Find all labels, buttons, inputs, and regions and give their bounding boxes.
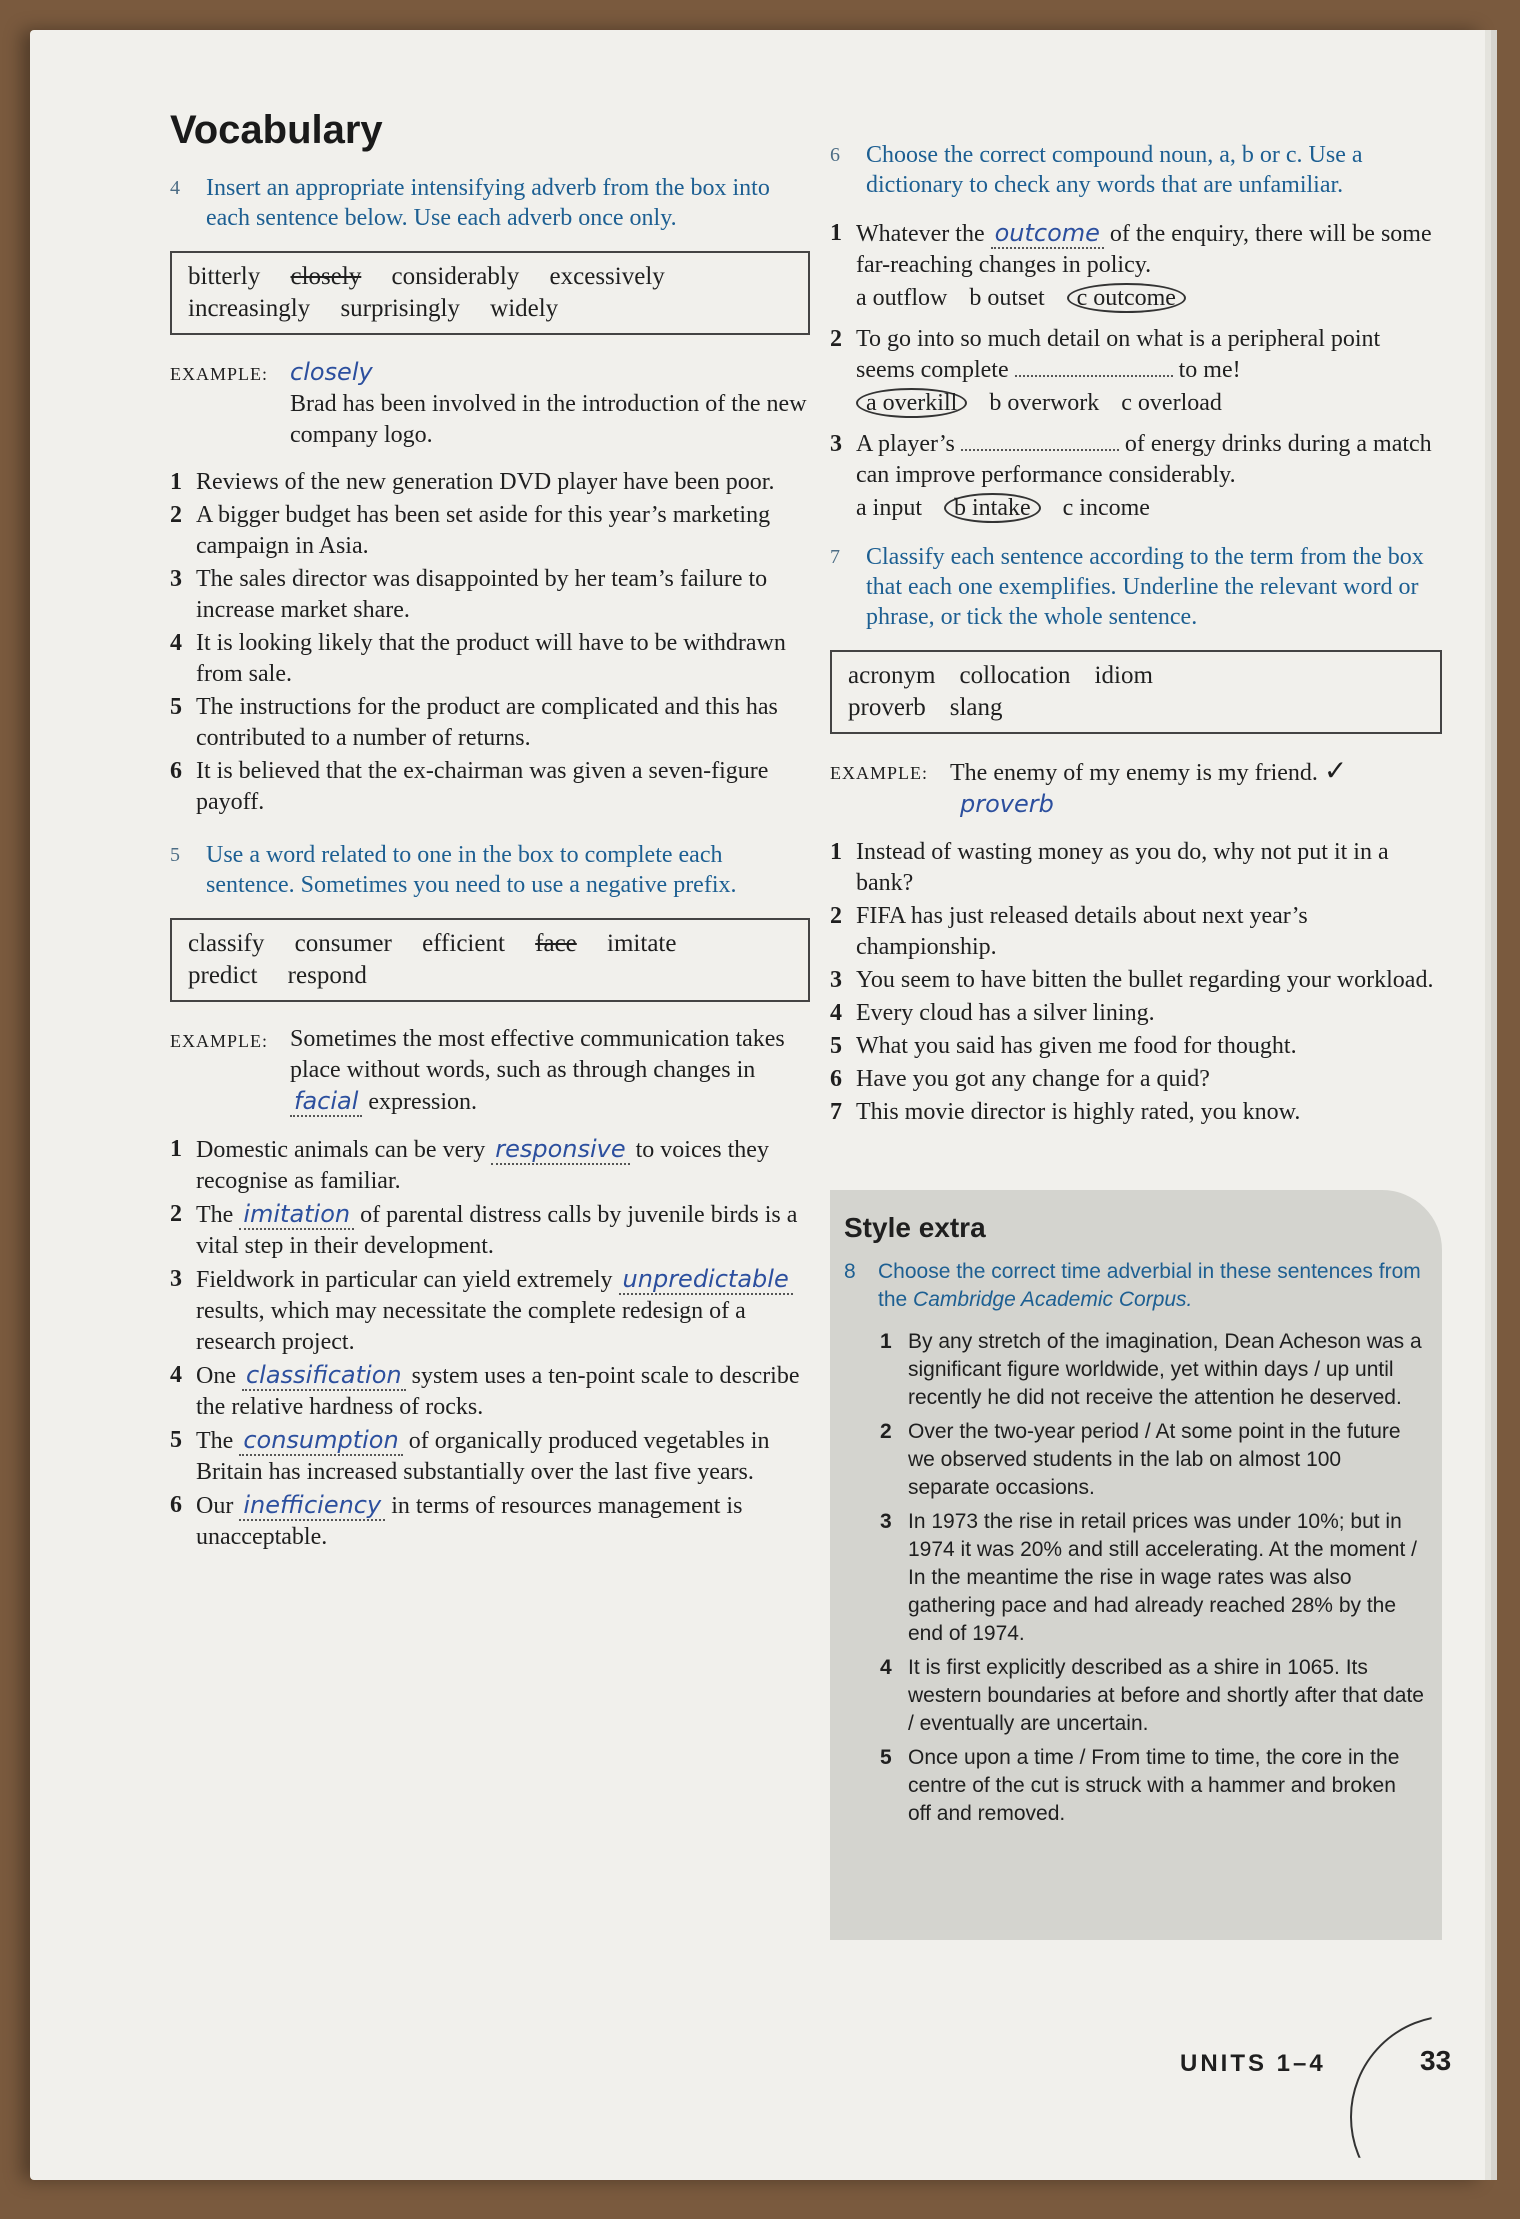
handwritten-answer: consumption — [239, 1426, 402, 1456]
box-word: consumer — [294, 930, 392, 957]
handwritten-answer: facial — [290, 1087, 362, 1117]
list-item: 1 Reviews of the new generation DVD player have been poor. — [170, 469, 775, 495]
list-item: 6 Our inefficiency in terms of resources management is unacceptable. — [170, 1491, 743, 1550]
handwritten-answer: closely — [290, 358, 373, 386]
style-extra-panel — [830, 1190, 1442, 1940]
exercise-4-example: EXAMPLE: closely Brad has been involved in the introduction of the new company logo. — [170, 358, 807, 448]
list-item: 5 Once upon a time / From time to time, the core in the centre of the cut is struck with a hammer and broken off and removed. — [880, 1746, 1400, 1825]
handwritten-answer: imitation — [239, 1200, 354, 1230]
box-word-crossed: face — [535, 930, 577, 957]
box-word: predict — [188, 962, 258, 989]
list-item: 5 The instructions for the product are complicated and this has contributed to a number of returns. — [170, 694, 778, 751]
box-word: widely — [490, 295, 559, 322]
list-item: 2 To go into so much detail on what is a peripheral point seems complete to me! — [830, 326, 1381, 383]
list-item: 4 It is first explicitly described as a shire in 1065. Its western boundaries at before and shortly after that date / eventually are uncertain. — [880, 1656, 1424, 1735]
box-word: imitate — [607, 930, 677, 957]
term-box: acronym collocation idiom proverb slang — [830, 650, 1442, 734]
list-item: 6 It is believed that the ex-chairman was given a seven-figure payoff. — [170, 758, 769, 815]
box-word: excessively — [549, 263, 665, 290]
list-item: 1 By any stretch of the imagination, Dean Acheson was a significant figure worldwide, yet within days / up until recently he did not receive the attention he deserved. — [880, 1330, 1422, 1409]
box-word: respond — [287, 962, 367, 989]
exercise-4-instruction: 4 Insert an appropriate intensifying adverb from the box into each sentence below. Use each adverb once only. — [170, 175, 770, 231]
box-word: surprisingly — [340, 295, 460, 322]
box-word-crossed: closely — [290, 263, 362, 290]
exercise-6-instruction: 6 Choose the correct compound noun, a, b or c. Use a dictionary to check any words that are unfamiliar. — [830, 142, 1363, 198]
exercise-7-items — [830, 837, 1442, 1128]
box-word: increasingly — [188, 295, 311, 322]
handwritten-answer: outcome — [991, 219, 1104, 249]
list-item: 1 Instead of wasting money as you do, why not put it in a bank? — [830, 839, 1389, 896]
list-item: 1 Domestic animals can be very responsive to voices they recognise as familiar. — [170, 1135, 769, 1194]
box-word: classify — [188, 930, 265, 957]
answer-options: a outflow b outset c outcome — [830, 283, 1442, 314]
exercise-5-instruction: 5 Use a word related to one in the box to complete each sentence. Sometimes you need to use a negative prefix. — [170, 842, 737, 898]
circled-option: a overkill — [856, 388, 967, 418]
units-label: UNITS 1–4 — [1180, 2050, 1326, 2077]
handwritten-answer: unpredictable — [619, 1265, 793, 1295]
list-item: 2 The imitation of parental distress calls by juvenile birds is a vital step in their development. — [170, 1200, 798, 1259]
list-item: 5 The consumption of organically produced vegetables in Britain has increased substantially over the last five years. — [170, 1426, 770, 1485]
answer-options: a overkill b overwork c overload — [830, 388, 1442, 419]
exercise-4-items — [170, 467, 810, 818]
word-box — [170, 918, 810, 1002]
circled-option: b intake — [944, 493, 1041, 523]
exercise-8-instruction: 8 Choose the correct time adverbial in these sentences from the Cambridge Academic Corpus. — [844, 1260, 1421, 1311]
box-word: considerably — [391, 263, 520, 290]
list-item: 4 One classification system uses a ten-point scale to describe the relative hardness of rocks. — [170, 1361, 800, 1420]
page-heading: Vocabulary — [170, 108, 383, 152]
right-column — [830, 140, 1442, 1130]
list-item: 5 What you said has given me food for thought. — [830, 1033, 1297, 1059]
box-word: efficient — [422, 930, 505, 957]
list-item: 2 Over the two-year period / At some point in the future we observed students in the lab on almost 100 separate occasions. — [880, 1420, 1401, 1499]
exercise-7-instruction: 7 Classify each sentence according to the term from the box that each one exemplifies. Underline the relevant word or phrase, or tick the whole sentence. — [830, 544, 1424, 630]
handwritten-answer: classification — [242, 1361, 406, 1391]
handwritten-answer: responsive — [491, 1135, 629, 1165]
exercise-7-example: EXAMPLE: The enemy of my enemy is my friend. ✓ proverb — [830, 756, 1348, 818]
list-item: 6 Have you got any change for a quid? — [830, 1066, 1210, 1092]
list-item: 4 It is looking likely that the product will have to be withdrawn from sale. — [170, 630, 786, 687]
adverb-box — [170, 251, 810, 335]
tick-mark: ✓ — [1323, 756, 1348, 787]
handwritten-answer: proverb — [960, 790, 1054, 818]
exercise-number: 4 — [170, 177, 180, 199]
circled-option: c outcome — [1067, 283, 1186, 313]
left-column — [170, 108, 810, 1555]
handwritten-answer: inefficiency — [239, 1491, 385, 1521]
box-word: bitterly — [188, 263, 261, 290]
list-item: 7 This movie director is highly rated, you know. — [830, 1099, 1301, 1125]
list-item: 3 You seem to have bitten the bullet regarding your workload. — [830, 967, 1434, 993]
list-item: 3 Fieldwork in particular can yield extremely unpredictable results, which may necessitate the complete redesign of a research project. — [170, 1264, 810, 1358]
list-item: 2 A bigger budget has been set aside for this year’s marketing campaign in Asia. — [170, 502, 771, 559]
exercise-5-items — [170, 1134, 810, 1553]
style-extra-title: Style extra — [844, 1212, 986, 1243]
list-item: 3 A player’s of energy drinks during a match can improve performance considerably. — [830, 431, 1432, 488]
page-number: 33 — [1420, 2045, 1452, 2076]
list-item: 3 The sales director was disappointed by her team’s failure to increase market share. — [170, 566, 768, 623]
answer-options: a input b intake c income — [856, 495, 1150, 521]
textbook-page — [30, 30, 1485, 2180]
list-item: 3 In 1973 the rise in retail prices was under 10%; but in 1974 it was 20% and still accelerating. At the moment / In the meantime the rise in wage rates was also gathering pace and had already reached 28% by the end of 1974. — [880, 1510, 1417, 1645]
list-item: 4 Every cloud has a silver lining. — [830, 1000, 1155, 1026]
list-item: 2 FIFA has just released details about next year’s championship. — [830, 903, 1308, 960]
exercise-5-example: EXAMPLE: Sometimes the most effective communication takes place without words, such as through changes in facial expression. — [170, 1026, 785, 1115]
list-item: 1 Whatever the outcome of the enquiry, there will be some far-reaching changes in policy. — [830, 219, 1432, 278]
